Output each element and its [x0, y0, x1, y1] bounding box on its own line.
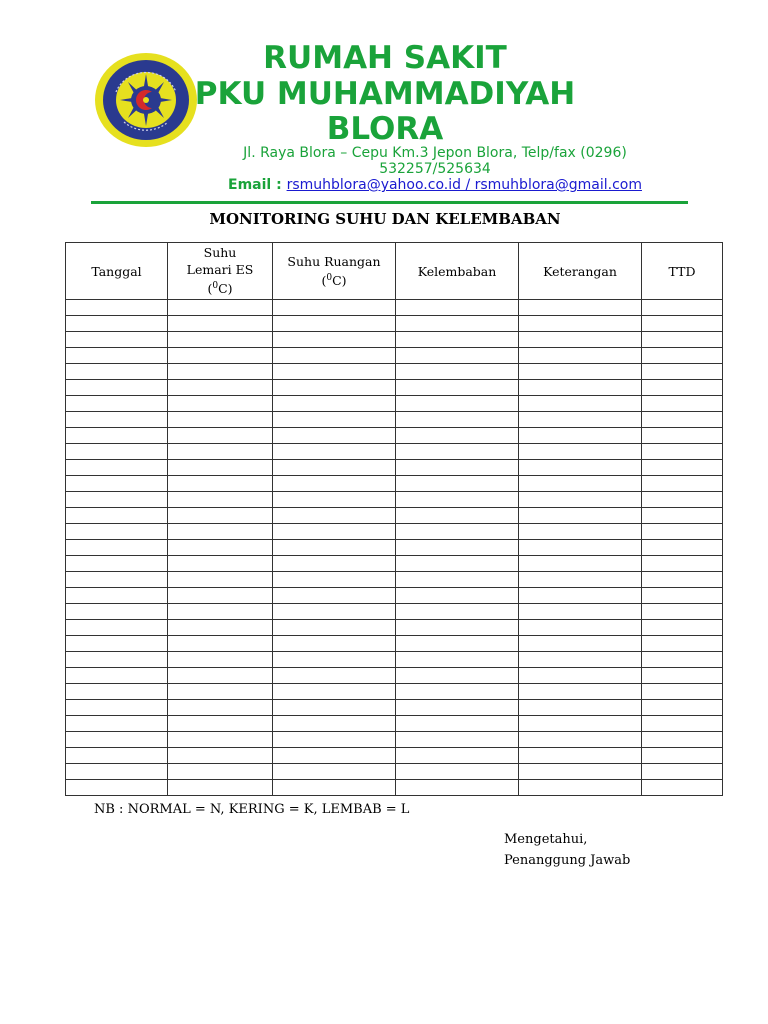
table-cell[interactable] [66, 652, 168, 668]
table-cell[interactable] [168, 652, 273, 668]
table-cell[interactable] [66, 348, 168, 364]
table-cell[interactable] [273, 332, 396, 348]
table-cell[interactable] [396, 300, 519, 316]
table-cell[interactable] [642, 316, 723, 332]
table-cell[interactable] [168, 700, 273, 716]
table-cell[interactable] [168, 540, 273, 556]
table-cell[interactable] [642, 636, 723, 652]
table-cell[interactable] [66, 300, 168, 316]
table-cell[interactable] [642, 668, 723, 684]
table-cell[interactable] [273, 348, 396, 364]
table-cell[interactable] [273, 604, 396, 620]
table-cell[interactable] [168, 396, 273, 412]
table-cell[interactable] [168, 412, 273, 428]
table-cell[interactable] [396, 364, 519, 380]
table-cell[interactable] [642, 332, 723, 348]
hospital-name-line3: BLORA [326, 111, 444, 147]
table-cell[interactable] [273, 556, 396, 572]
table-cell[interactable] [273, 460, 396, 476]
table-cell[interactable] [66, 684, 168, 700]
table-row [66, 620, 723, 636]
table-row [66, 764, 723, 780]
hospital-name-line2: PKU MUHAMMADIYAH [194, 76, 576, 112]
address-line2: 532257/525634 [379, 161, 491, 177]
table-cell[interactable] [642, 748, 723, 764]
table-cell[interactable] [168, 556, 273, 572]
table-cell[interactable] [66, 476, 168, 492]
table-cell[interactable] [396, 620, 519, 636]
table-cell[interactable] [273, 620, 396, 636]
table-cell[interactable] [66, 620, 168, 636]
table-cell[interactable] [273, 476, 396, 492]
table-row [66, 492, 723, 508]
table-cell[interactable] [519, 476, 642, 492]
table-cell[interactable] [396, 588, 519, 604]
table-row [66, 412, 723, 428]
table-cell[interactable] [519, 508, 642, 524]
table-cell[interactable] [396, 524, 519, 540]
table-cell[interactable] [396, 636, 519, 652]
table-cell[interactable] [519, 748, 642, 764]
table-cell[interactable] [66, 332, 168, 348]
table-row [66, 604, 723, 620]
table-cell[interactable] [273, 364, 396, 380]
table-cell[interactable] [168, 300, 273, 316]
table-cell[interactable] [168, 428, 273, 444]
table-cell[interactable] [642, 604, 723, 620]
table-cell[interactable] [273, 716, 396, 732]
table-cell[interactable] [519, 700, 642, 716]
table-cell[interactable] [519, 428, 642, 444]
table-cell[interactable] [168, 684, 273, 700]
table-cell[interactable] [66, 604, 168, 620]
table-cell[interactable] [66, 524, 168, 540]
table-cell[interactable] [273, 316, 396, 332]
table-cell[interactable] [519, 636, 642, 652]
table-cell[interactable] [273, 492, 396, 508]
table-cell[interactable] [642, 556, 723, 572]
table-cell[interactable] [396, 684, 519, 700]
table-cell[interactable] [168, 444, 273, 460]
table-cell[interactable] [519, 716, 642, 732]
table-cell[interactable] [168, 732, 273, 748]
table-cell[interactable] [642, 300, 723, 316]
table-cell[interactable] [168, 348, 273, 364]
table-cell[interactable] [273, 444, 396, 460]
table-cell[interactable] [519, 412, 642, 428]
table-cell[interactable] [519, 300, 642, 316]
table-cell[interactable] [168, 316, 273, 332]
table-cell[interactable] [273, 764, 396, 780]
table-cell[interactable] [168, 572, 273, 588]
table-cell[interactable] [66, 444, 168, 460]
table-cell[interactable] [168, 524, 273, 540]
table-cell[interactable] [66, 508, 168, 524]
document-title: MONITORING SUHU DAN KELEMBABAN [209, 210, 561, 228]
table-cell[interactable] [642, 620, 723, 636]
table-cell[interactable] [168, 508, 273, 524]
table-row [66, 316, 723, 332]
table-cell[interactable] [66, 668, 168, 684]
table-row [66, 572, 723, 588]
table-row [66, 636, 723, 652]
signature-label: Mengetahui, [504, 832, 588, 847]
table-cell[interactable] [642, 380, 723, 396]
table-cell[interactable] [273, 412, 396, 428]
table-cell[interactable] [642, 508, 723, 524]
table-cell[interactable] [66, 460, 168, 476]
table-cell[interactable] [396, 428, 519, 444]
table-cell[interactable] [168, 332, 273, 348]
table-cell[interactable] [66, 412, 168, 428]
table-cell[interactable] [168, 716, 273, 732]
table-cell[interactable] [273, 508, 396, 524]
table-row [66, 332, 723, 348]
table-cell[interactable] [66, 748, 168, 764]
table-cell[interactable] [396, 652, 519, 668]
table-cell[interactable] [396, 380, 519, 396]
table-cell[interactable] [396, 396, 519, 412]
table-row [66, 460, 723, 476]
table-cell[interactable] [168, 636, 273, 652]
table-cell[interactable] [168, 748, 273, 764]
table-cell[interactable] [519, 364, 642, 380]
table-cell[interactable] [642, 764, 723, 780]
table-cell[interactable] [396, 316, 519, 332]
table-cell[interactable] [66, 396, 168, 412]
table-cell[interactable] [168, 492, 273, 508]
table-row [66, 556, 723, 572]
table-cell[interactable] [66, 636, 168, 652]
table-cell[interactable] [519, 316, 642, 332]
header-tanggal: Tanggal [66, 243, 168, 300]
table-cell[interactable] [273, 780, 396, 796]
table-body [66, 300, 723, 796]
table-cell[interactable] [396, 732, 519, 748]
table-cell[interactable] [273, 636, 396, 652]
table-cell[interactable] [168, 620, 273, 636]
table-cell[interactable] [642, 652, 723, 668]
table-cell[interactable] [396, 764, 519, 780]
table-cell[interactable] [519, 572, 642, 588]
table-cell[interactable] [168, 588, 273, 604]
table-cell[interactable] [273, 396, 396, 412]
table-cell[interactable] [396, 492, 519, 508]
unit-suffix: C) [332, 273, 347, 289]
table-cell[interactable] [519, 444, 642, 460]
table-cell[interactable] [168, 460, 273, 476]
table-cell[interactable] [519, 780, 642, 796]
table-row [66, 300, 723, 316]
table-row [66, 444, 723, 460]
table-cell[interactable] [273, 668, 396, 684]
email-label: Email : [228, 177, 282, 193]
unit-prefix: ( [207, 281, 213, 297]
table-cell[interactable] [66, 556, 168, 572]
table-cell[interactable] [273, 588, 396, 604]
table-cell[interactable] [642, 460, 723, 476]
table-cell[interactable] [642, 412, 723, 428]
table-cell[interactable] [168, 364, 273, 380]
table-cell[interactable] [519, 380, 642, 396]
signature-role: Penanggung Jawab [504, 853, 631, 868]
table-cell[interactable] [519, 620, 642, 636]
header-divider [91, 201, 688, 204]
address-line1: Jl. Raya Blora – Cepu Km.3 Jepon Blora, Telp/fax (0296) [243, 145, 627, 161]
table-cell[interactable] [519, 332, 642, 348]
table-cell[interactable] [66, 764, 168, 780]
header-suhu-ruangan-line1: Suhu Ruangan [287, 253, 381, 269]
table-row [66, 732, 723, 748]
table-cell[interactable] [519, 348, 642, 364]
table-cell[interactable] [642, 428, 723, 444]
table-cell[interactable] [66, 428, 168, 444]
table-cell[interactable] [396, 748, 519, 764]
table-row [66, 348, 723, 364]
table-cell[interactable] [642, 364, 723, 380]
unit-prefix: ( [321, 273, 327, 289]
header-kelembaban: Kelembaban [396, 243, 519, 300]
table-cell[interactable] [168, 476, 273, 492]
unit-suffix: C) [218, 281, 233, 297]
table-cell[interactable] [66, 780, 168, 796]
table-cell[interactable] [66, 316, 168, 332]
table-cell[interactable] [66, 700, 168, 716]
table-row [66, 540, 723, 556]
table-cell[interactable] [273, 524, 396, 540]
table-cell[interactable] [396, 668, 519, 684]
table-cell[interactable] [642, 540, 723, 556]
table-cell[interactable] [396, 332, 519, 348]
table-cell[interactable] [66, 492, 168, 508]
table-cell[interactable] [273, 300, 396, 316]
header-suhu-lemari-es [168, 243, 273, 300]
table-row [66, 524, 723, 540]
table-cell[interactable] [273, 652, 396, 668]
table-cell[interactable] [168, 380, 273, 396]
table-cell[interactable] [396, 572, 519, 588]
table-cell[interactable] [519, 732, 642, 748]
table-row [66, 780, 723, 796]
hospital-address [200, 145, 670, 177]
table-cell[interactable] [519, 492, 642, 508]
table-cell[interactable] [273, 540, 396, 556]
table-row [66, 380, 723, 396]
table-cell[interactable] [66, 732, 168, 748]
table-cell[interactable] [168, 780, 273, 796]
legend-note: NB : NORMAL = N, KERING = K, LEMBAB = L [94, 802, 410, 817]
table-cell[interactable] [396, 716, 519, 732]
table-row [66, 652, 723, 668]
table-cell[interactable] [66, 572, 168, 588]
table-cell[interactable] [168, 668, 273, 684]
table-cell[interactable] [642, 780, 723, 796]
unit-degree: 0 [212, 281, 219, 292]
table-cell[interactable] [273, 732, 396, 748]
table-header-row [66, 243, 723, 300]
table-row [66, 668, 723, 684]
table-cell[interactable] [642, 572, 723, 588]
table-row [66, 700, 723, 716]
table-cell[interactable] [396, 460, 519, 476]
hospital-email [160, 177, 710, 193]
table-cell[interactable] [642, 700, 723, 716]
table-cell[interactable] [519, 652, 642, 668]
table-cell[interactable] [519, 556, 642, 572]
table-cell[interactable] [519, 764, 642, 780]
table-cell[interactable] [396, 348, 519, 364]
table-cell[interactable] [168, 764, 273, 780]
header-suhu-lemari-line2: Lemari ES [186, 262, 254, 278]
table-cell[interactable] [66, 716, 168, 732]
table-cell[interactable] [642, 444, 723, 460]
table-cell[interactable] [396, 444, 519, 460]
table-cell[interactable] [519, 396, 642, 412]
table-cell[interactable] [519, 524, 642, 540]
table-row [66, 428, 723, 444]
table-cell[interactable] [273, 380, 396, 396]
table-cell[interactable] [519, 588, 642, 604]
header-suhu-ruangan [273, 243, 396, 300]
table-cell[interactable] [642, 396, 723, 412]
table-cell[interactable] [396, 412, 519, 428]
table-cell[interactable] [519, 460, 642, 476]
hospital-name-line1: RUMAH SAKIT [263, 40, 507, 76]
table-cell[interactable] [273, 684, 396, 700]
table-cell[interactable] [642, 492, 723, 508]
hospital-logo [94, 52, 198, 148]
table-cell[interactable] [396, 604, 519, 620]
header-keterangan: Keterangan [519, 243, 642, 300]
table-cell[interactable] [519, 540, 642, 556]
table-cell[interactable] [642, 684, 723, 700]
table-cell[interactable] [642, 348, 723, 364]
table-cell[interactable] [66, 540, 168, 556]
table-cell[interactable] [396, 700, 519, 716]
table-cell[interactable] [519, 668, 642, 684]
email-link[interactable]: rsmuhblora@yahoo.co.id / rsmuhblora@gmail.com [286, 177, 642, 193]
table-cell[interactable] [396, 540, 519, 556]
table-cell[interactable] [642, 732, 723, 748]
table-row [66, 476, 723, 492]
table-cell[interactable] [519, 684, 642, 700]
table-cell[interactable] [66, 588, 168, 604]
table-row [66, 588, 723, 604]
unit-degree: 0 [326, 272, 333, 283]
table-cell[interactable] [66, 364, 168, 380]
table-cell[interactable] [519, 604, 642, 620]
table-row [66, 364, 723, 380]
table-cell[interactable] [273, 572, 396, 588]
table-cell[interactable] [66, 380, 168, 396]
header-suhu-lemari-line1: Suhu [203, 245, 237, 261]
table-row [66, 508, 723, 524]
table-cell[interactable] [642, 476, 723, 492]
table-cell[interactable] [396, 780, 519, 796]
table-cell[interactable] [273, 748, 396, 764]
table-cell[interactable] [273, 428, 396, 444]
table-row [66, 748, 723, 764]
header-ttd: TTD [642, 243, 723, 300]
table-cell[interactable] [168, 604, 273, 620]
table-cell[interactable] [396, 476, 519, 492]
table-row [66, 684, 723, 700]
table-cell[interactable] [396, 556, 519, 572]
table-cell[interactable] [396, 508, 519, 524]
table-cell[interactable] [642, 588, 723, 604]
table-row [66, 716, 723, 732]
table-cell[interactable] [642, 716, 723, 732]
table-row [66, 396, 723, 412]
table-cell[interactable] [642, 524, 723, 540]
table-cell[interactable] [273, 700, 396, 716]
monitoring-table [65, 242, 723, 796]
